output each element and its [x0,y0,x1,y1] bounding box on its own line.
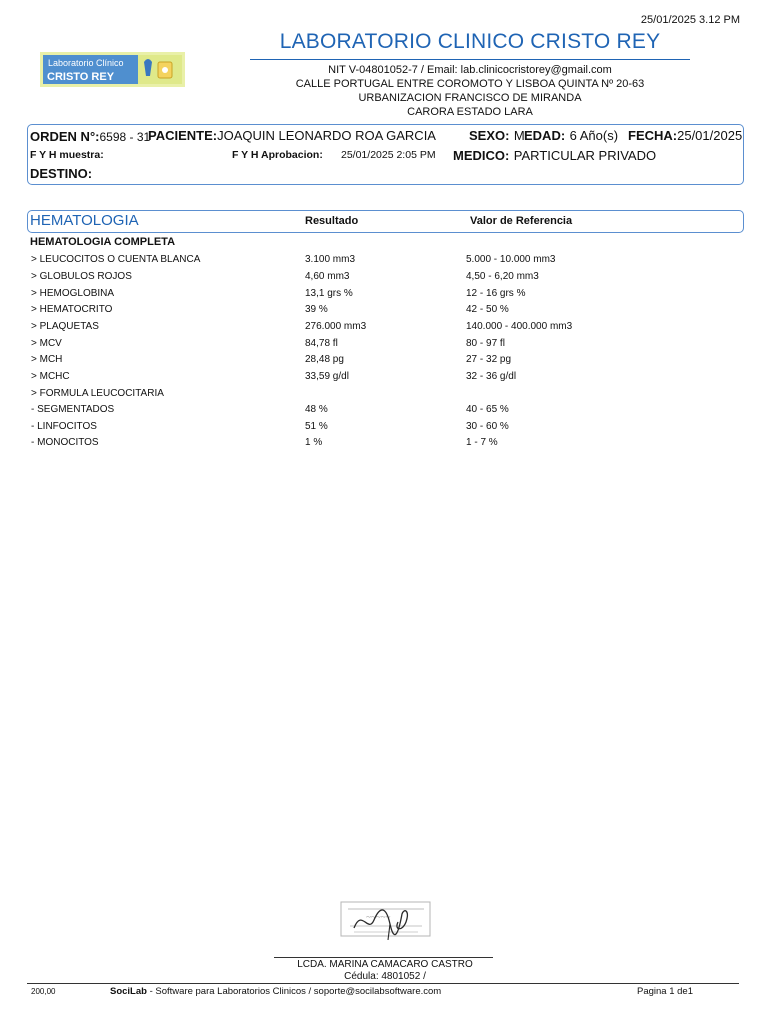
address-line-1: CALLE PORTUGAL ENTRE COROMOTO Y LISBOA QUINTA Nº 20-63 [295,78,645,90]
address-line-2: URBANIZACION FRANCISCO DE MIRANDA [358,92,582,104]
test-result: 33,59 g/dl [305,371,349,382]
test-result: 276.000 mm3 [305,321,367,332]
footer-divider [27,983,739,984]
order-value: 6598 - 31 [99,130,151,144]
test-name: - SEGMENTADOS [31,404,115,415]
test-reference: 27 - 32 pg [466,354,512,365]
lab-title: LABORATORIO CLINICO CRISTO REY [279,30,661,53]
sex-label: SEXO: [469,128,510,143]
age-label: EDAD: [524,128,566,143]
table-row [0,354,768,371]
test-reference: 42 - 50 % [466,304,509,315]
software-description: - Software para Laboratorios Clinicos / soporte@socilabsoftware.com [146,986,442,997]
table-row [0,304,768,321]
table-row [0,321,768,338]
signer-name: LCDA. MARINA CAMACARO CASTRO [297,959,473,970]
test-name: > HEMOGLOBINA [31,288,115,299]
approval-datetime-label: F Y H Aprobacion: [232,149,323,161]
result-column-header: Resultado [305,215,359,227]
age-value: 6 Año(s) [569,128,619,143]
test-reference: 12 - 16 grs % [466,288,526,299]
print-datetime: 25/01/2025 3.12 PM [640,14,740,26]
sex-value: M [513,128,525,143]
test-reference: 80 - 97 fl [466,338,505,349]
date [628,127,742,145]
order-number [30,128,150,146]
test-name: > GLOBULOS ROJOS [31,271,132,282]
table-row [0,421,768,438]
test-result: 48 % [305,404,328,415]
table-row [0,338,768,355]
patient-name: JOAQUIN LEONARDO ROA GARCIA [217,128,436,143]
test-result: 51 % [305,421,328,432]
order-label: ORDEN N°: [30,129,100,144]
table-row [0,388,768,405]
test-name: - MONOCITOS [31,437,99,448]
test-reference: 32 - 36 g/dl [466,371,517,382]
doctor [453,147,656,165]
test-name: > MCHC [31,371,70,382]
software-name: SociLab [110,986,147,997]
address-line-3: CARORA ESTADO LARA [407,106,533,118]
page-number: Pagina 1 de1 [637,986,693,997]
doctor-label: MEDICO: [453,148,510,163]
patient [148,127,436,145]
table-row [0,371,768,388]
sex [469,127,525,145]
signature-line [274,957,493,958]
date-value: 25/01/2025 [677,128,743,143]
test-reference: 5.000 - 10.000 mm3 [466,254,556,265]
test-name: > HEMATOCRITO [31,304,113,315]
lab-logo [40,52,185,87]
destination-label: DESTINO: [30,166,93,181]
test-reference: 140.000 - 400.000 mm3 [466,321,573,332]
nit-email: NIT V-04801052-7 / Email: lab.clinicocristorey@gmail.com [328,64,612,76]
svg-text:~~~~~: ~~~~~ [366,912,391,922]
test-name: > LEUCOCITOS O CUENTA BLANCA [31,254,201,265]
test-name: > PLAQUETAS [31,321,99,332]
test-result: 1 % [305,437,323,448]
test-result: 13,1 grs % [305,288,353,299]
signer-id: Cédula: 4801052 / [344,971,426,982]
subsection-title: HEMATOLOGIA COMPLETA [30,236,176,248]
date-label: FECHA: [628,128,678,143]
test-name: > MCV [31,338,62,349]
test-result: 39 % [305,304,328,315]
doctor-value: PARTICULAR PRIVADO [513,148,657,163]
signature-stamp [340,900,432,940]
table-row [0,254,768,271]
patient-label: PACIENTE: [148,128,218,143]
test-reference: 4,50 - 6,20 mm3 [466,271,539,282]
footer-software [110,986,441,997]
sample-datetime-label: F Y H muestra: [30,149,104,161]
test-name: > MCH [31,354,63,365]
test-reference: 40 - 65 % [466,404,509,415]
age [524,127,618,145]
test-name: - LINFOCITOS [31,421,97,432]
logo-line-2: CRISTO REY [47,71,115,83]
logo-line-1: Laboratorio Clínico [48,58,124,68]
footer-code: 200,00 [31,987,56,996]
table-row [0,437,768,454]
table-row [0,271,768,288]
approval-datetime-value: 25/01/2025 2:05 PM [341,149,436,161]
test-name: > FORMULA LEUCOCITARIA [31,388,164,399]
section-title: HEMATOLOGIA [30,212,139,229]
test-result: 28,48 pg [305,354,344,365]
test-result: 84,78 fl [305,338,338,349]
table-row [0,404,768,421]
test-reference: 30 - 60 % [466,421,509,432]
title-divider [250,59,690,60]
table-row [0,288,768,305]
reference-column-header: Valor de Referencia [470,215,573,227]
test-reference: 1 - 7 % [466,437,498,448]
test-result: 4,60 mm3 [305,271,350,282]
test-result: 3.100 mm3 [305,254,356,265]
